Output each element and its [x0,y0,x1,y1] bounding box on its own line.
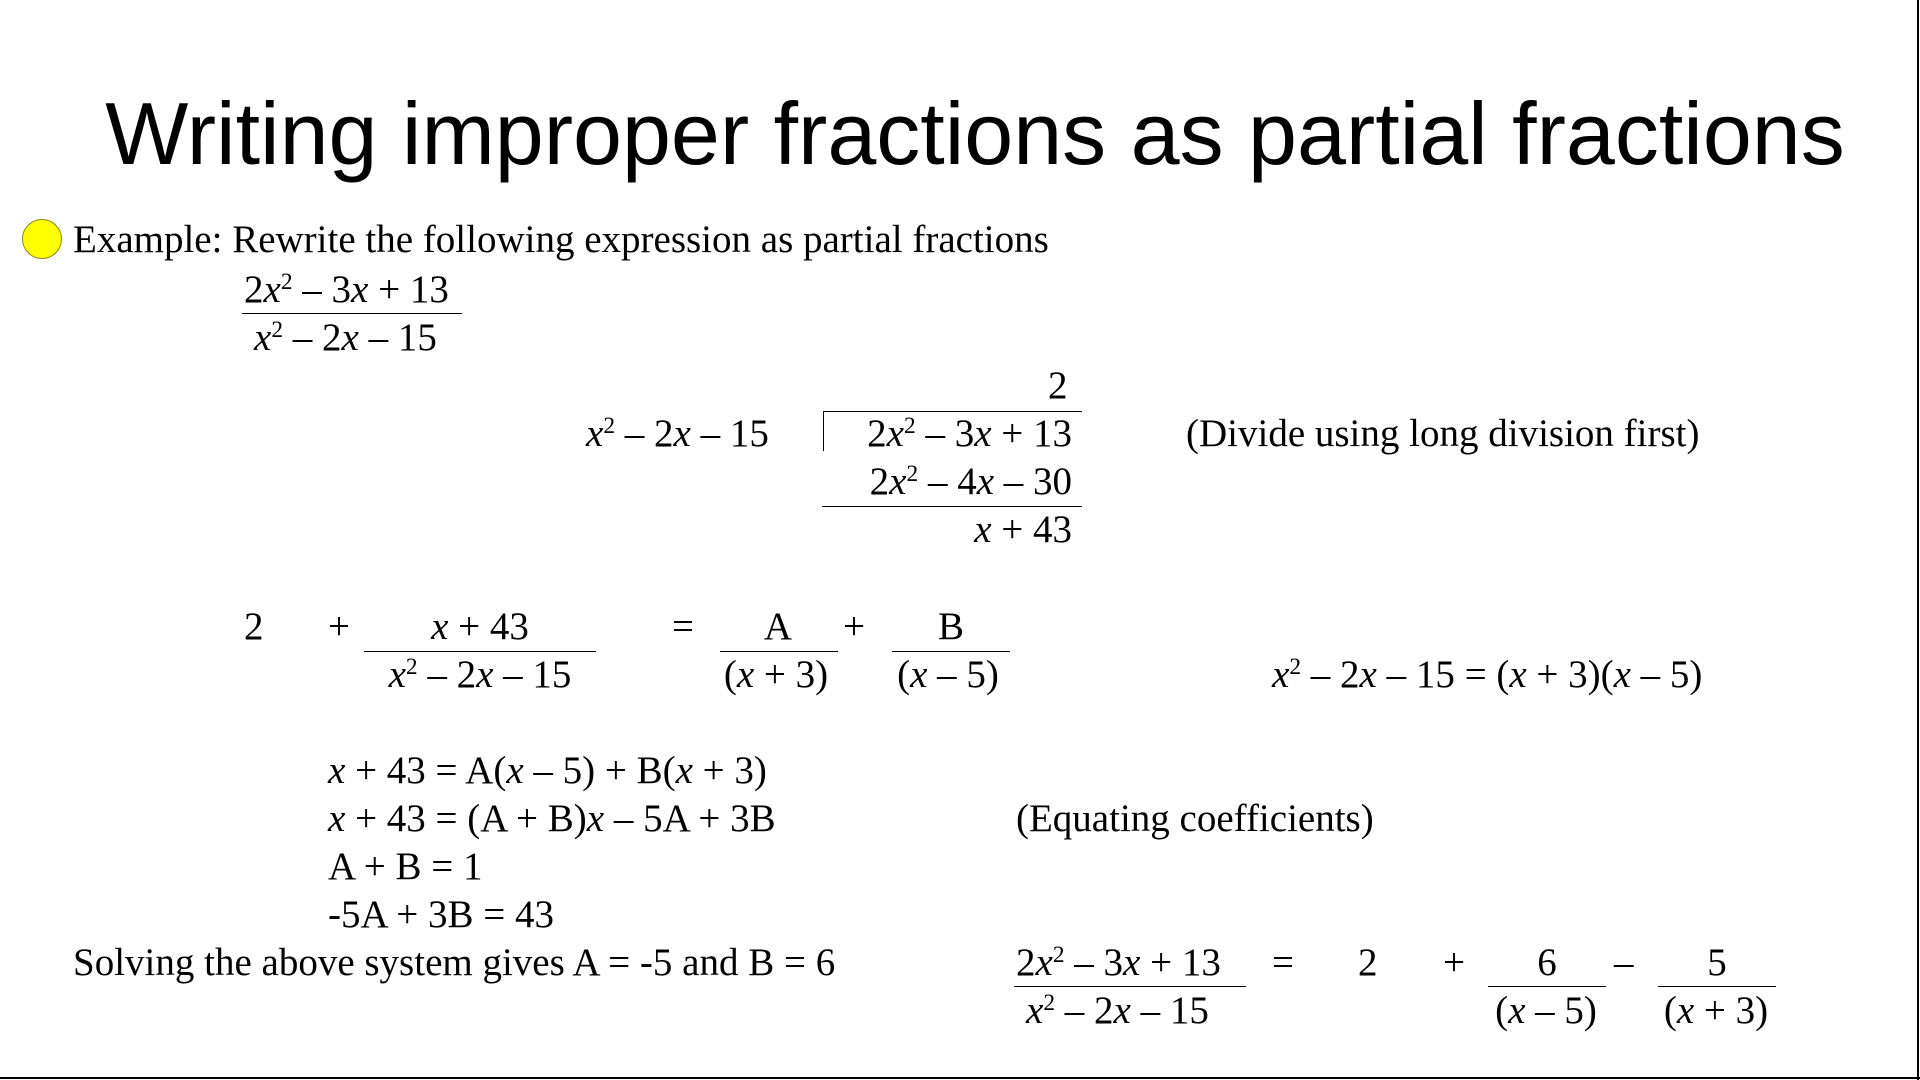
var: x [1113,989,1131,1032]
division-subtract-line [835,462,1072,501]
term: + 3) [1694,989,1769,1032]
term: – 15 = ( [1376,653,1510,696]
example-text: Example: Rewrite the following expression as partial fractions [73,218,1049,261]
var: x [910,653,928,696]
term: – 2 [283,316,342,359]
term: 2 [244,268,264,311]
final-numerator [1016,943,1221,982]
term: – 5) + B( [523,749,676,792]
var: x [328,797,346,840]
term: ( [1663,989,1677,1032]
equating-note: (Equating coefficients) [1016,797,1374,840]
term: ( [723,653,737,696]
term: ( [1495,989,1509,1032]
term: + 13 [991,412,1072,455]
divide-note: (Divide using long division first) [1186,412,1700,455]
step-line-4: -5A + 3B = 43 [328,893,555,936]
var: x [1123,941,1141,984]
var: x [889,460,907,503]
var: x [388,653,406,696]
division-divisor [586,414,769,453]
term: – 5) [1525,989,1597,1032]
factorization [1272,655,1702,694]
var: x [328,749,346,792]
step-line-3: A + B = 1 [328,845,483,888]
final-fraction-2-bar [1658,986,1776,987]
var: x [673,412,691,455]
term: – 5A + 3B [604,797,776,840]
fraction-b-bar [892,651,1010,652]
final-denominator [1026,991,1209,1030]
term: – 3 [915,412,975,455]
exponent: 2 [271,317,284,344]
term: – 2 [1301,653,1360,696]
term: – 30 [994,460,1072,503]
term: + 3) [754,653,829,696]
var: x [351,268,369,311]
var: x [341,316,359,359]
term: – 2 [1055,989,1114,1032]
term: – 3 [292,268,352,311]
exponent: 2 [903,413,916,440]
var: x [1676,989,1695,1032]
final-minus: – [1614,941,1634,984]
exponent: 2 [280,269,293,296]
term: + 3) [692,749,767,792]
var: x [974,508,992,551]
final-fraction-2-denominator [1654,991,1778,1030]
term: – 5) [927,653,999,696]
final-plus: + [1443,941,1465,984]
division-subtract-bar [822,506,1082,507]
var: x [263,268,281,311]
var: x [675,749,693,792]
var: x [886,412,904,455]
term: + 43 = A( [345,749,507,792]
term: + 13 [1140,941,1221,984]
term: 2 [867,412,887,455]
decomp-plus: + [328,605,350,648]
step-line-1 [328,751,767,790]
var: x [431,605,449,648]
var: x [1613,653,1631,696]
var: x [1509,653,1527,696]
step-line-2 [328,799,776,838]
exponent: 2 [603,413,616,440]
var: x [1359,653,1377,696]
var: x [586,412,604,455]
term: – 3 [1064,941,1124,984]
fraction-a-numerator: A [763,605,793,648]
var: x [586,797,605,840]
final-whole: 2 [1358,941,1378,984]
decomp-equals: = [672,605,694,648]
final-fraction-bar [1014,986,1246,987]
var: x [1272,653,1290,696]
term: 2 [1016,941,1036,984]
decomp-fraction-numerator [364,607,596,646]
fraction-a-bar [720,651,838,652]
exponent: 2 [1043,990,1056,1017]
term: – 2 [615,412,674,455]
slide-bottom-border [0,1077,1920,1079]
fraction-a-denominator [714,655,838,694]
division-dividend [835,414,1072,453]
term: 2 [869,460,890,503]
term: + 43 = (A + B) [345,797,587,840]
var: x [1035,941,1053,984]
first-fraction-denominator [254,318,437,357]
var: x [974,412,992,455]
term: + 43 [448,605,529,648]
bullet-circle-icon [22,219,62,259]
term: – 15 [358,316,437,359]
term: – 15 [493,653,572,696]
term: + 13 [368,268,449,311]
final-equals: = [1272,941,1294,984]
slide-title: Writing improper fractions as partial fractions [105,84,1845,183]
decomp-fraction-denominator [364,655,596,694]
decomp-plus-2: + [843,605,865,648]
decomp-fraction-bar [364,651,596,652]
final-fraction-1-bar [1488,986,1606,987]
division-bracket-side [823,411,824,451]
term: + 43 [991,508,1072,551]
var: x [1026,989,1044,1032]
exponent: 2 [1289,654,1302,681]
var: x [254,316,272,359]
term: – 15 [690,412,769,455]
term: ( [897,653,911,696]
term: – 15 [1130,989,1209,1032]
var: x [1508,989,1526,1032]
var: x [506,749,524,792]
exponent: 2 [906,461,919,488]
var: x [736,653,755,696]
decomp-whole: 2 [244,605,264,648]
term: – 5) [1630,653,1703,696]
solving-text: Solving the above system gives A = -5 and B = 6 [73,941,836,984]
exponent: 2 [405,654,418,681]
fraction-b-denominator [886,655,1010,694]
term: – 4 [918,460,977,503]
final-fraction-1-denominator [1484,991,1608,1030]
final-fraction-2-numerator: 5 [1707,941,1727,984]
first-fraction-bar [242,313,462,314]
term: – 2 [417,653,477,696]
fraction-b-numerator: B [937,605,964,648]
exponent: 2 [1052,942,1065,969]
term: + 3)( [1526,653,1614,696]
var: x [976,460,994,503]
var: x [476,653,494,696]
division-quotient: 2 [1048,364,1068,407]
division-remainder [835,510,1072,549]
first-fraction-numerator [244,270,449,309]
final-fraction-1-numerator: 6 [1537,941,1557,984]
